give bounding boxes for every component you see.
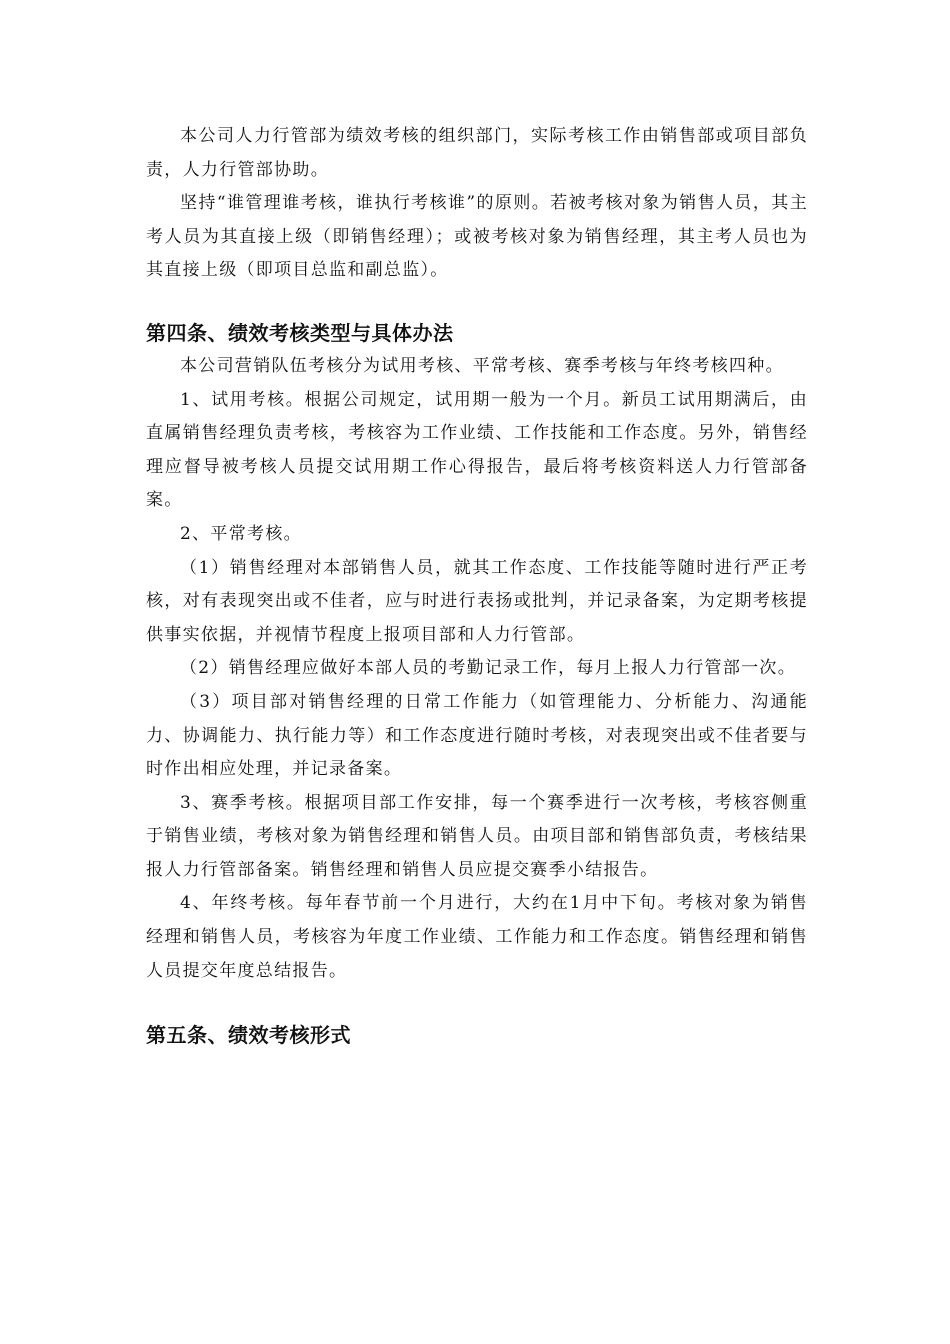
paragraph-assessment-types: 本公司营销队伍考核分为试用考核、平常考核、赛季考核与年终考核四种。 bbox=[180, 355, 784, 376]
section-heading-5: 第五条、绩效考核形式 bbox=[146, 1023, 351, 1048]
paragraph-trial-assessment: 1、试用考核。根据公司规定，试用期一般为一个月。新员工试用期满后，由直属销售经理负责考核，考核容为工作业绩、工作技能和工作态度。另外，销售经理应督导被考核人员提交试用期工作心得报告，最后将考核资料送人力行管部备案。 bbox=[146, 389, 808, 511]
paragraph-principle: 坚持“谁管理谁考核，谁执行考核谁”的原则。若被考核对象为销售人员，其主考人员为其直接上级（即销售经理）；或被考核对象为销售经理，其主考人员也为其直接上级（即项目总监和副总监）。 bbox=[146, 193, 808, 281]
paragraph-organizer: 本公司人力行管部为绩效考核的组织部门，实际考核工作由销售部或项目部负责，人力行管部协助。 bbox=[146, 126, 808, 180]
paragraph-regular-item-3: （3）项目部对销售经理的日常工作能力（如管理能力、分析能力、沟通能力、协调能力、执行能力等）和工作态度进行随时考核，对表现突出或不佳者要与时作出相应处理，并记录备案。 bbox=[146, 691, 808, 780]
paragraph-regular-item-1: （1）销售经理对本部销售人员，就其工作态度、工作技能等随时进行严正考核，对有表现突出或不佳者，应与时进行表扬或批判，并记录备案，为定期考核提供事实依据，并视情节程度上报项目部和人力行管部。 bbox=[146, 557, 808, 645]
section-heading-4: 第四条、绩效考核类型与具体办法 bbox=[146, 320, 454, 345]
paragraph-regular-item-2: （2）销售经理应做好本部人员的考勤记录工作，每月上报人力行管部一次。 bbox=[180, 658, 797, 679]
paragraph-annual-assessment: 4、年终考核。每年春节前一个月进行，大约在1月中下旬。考核对象为销售经理和销售人员，考核容为年度工作业绩、工作能力和工作态度。销售经理和销售人员提交年度总结报告。 bbox=[146, 893, 808, 981]
document-body bbox=[146, 120, 808, 1052]
paragraph-regular-assessment: 2、平常考核。 bbox=[180, 523, 302, 544]
paragraph-season-assessment: 3、赛季考核。根据项目部工作安排，每一个赛季进行一次考核，考核容侧重于销售业绩，考核对象为销售经理和销售人员。由项目部和销售部负责，考核结果报人力行管部备案。销售经理和销售人员应提交赛季小结报告。 bbox=[146, 792, 808, 880]
